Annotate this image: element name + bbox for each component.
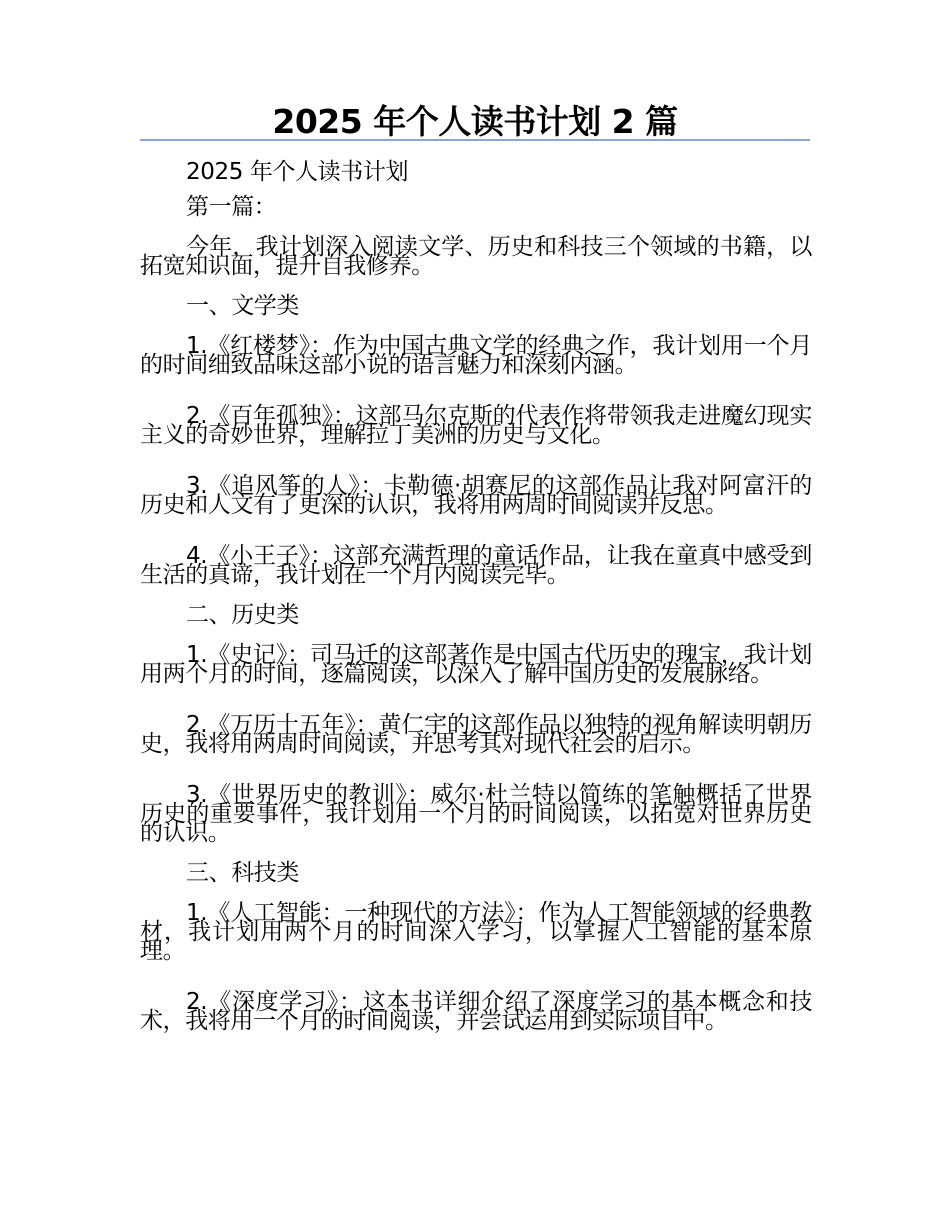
book-item-literature-1: 1.《红楼梦》：作为中国古典文学的经典之作，我计划用一个月的时间细致品味这部小说的语言魅力和深刻内涵。 [140, 333, 812, 378]
title-underline [140, 139, 810, 141]
book-item-history-1: 1.《史记》：司马迁的这部著作是中国古代历史的瑰宝，我计划用两个月的时间，逐篇阅读，以深入了解中国历史的发展脉络。 [140, 642, 812, 687]
book-item-technology-1: 1.《人工智能：一种现代的方法》：作为人工智能领域的经典教材，我计划用两个月的时间深入学习，以掌握人工智能的基本原理。 [140, 900, 812, 964]
book-item-technology-2: 2.《深度学习》：这本书详细介绍了深度学习的基本概念和技术，我将用一个月的时间阅读，并尝试运用到实际项目中。 [140, 989, 812, 1034]
book-item-history-2: 2.《万历十五年》：黄仁宇的这部作品以独特的视角解读明朝历史，我将用两周时间阅读，并思考其对现代社会的启示。 [140, 712, 812, 757]
subtitle-paragraph: 2025 年个人读书计划 [186, 159, 409, 185]
category-heading-technology: 三、科技类 [186, 860, 300, 886]
category-heading-literature: 一、文学类 [186, 293, 300, 319]
book-item-literature-3: 3.《追风筝的人》：卡勒德·胡赛尼的这部作品让我对阿富汗的历史和人文有了更深的认识，我将用两周时间阅读并反思。 [140, 473, 812, 518]
document-body [140, 155, 812, 1034]
document-title: 2025 年个人读书计划 2 篇 [272, 102, 678, 141]
section-heading-part-one: 第一篇： [186, 194, 277, 220]
book-item-literature-2: 2.《百年孤独》：这部马尔克斯的代表作将带领我走进魔幻现实主义的奇妙世界，理解拉丁美洲的历史与文化。 [140, 403, 812, 448]
intro-paragraph: 今年，我计划深入阅读文学、历史和科技三个领域的书籍，以拓宽知识面，提升自我修养。 [140, 234, 812, 279]
book-item-history-3: 3.《世界历史的教训》：威尔·杜兰特以简练的笔触概括了世界历史的重要事件，我计划用一个月的时间阅读，以拓宽对世界历史的认识。 [140, 782, 812, 846]
category-heading-history: 二、历史类 [186, 602, 300, 628]
book-item-literature-4: 4.《小王子》：这部充满哲理的童话作品，让我在童真中感受到生活的真谛，我计划在一个月内阅读完毕。 [140, 543, 812, 588]
